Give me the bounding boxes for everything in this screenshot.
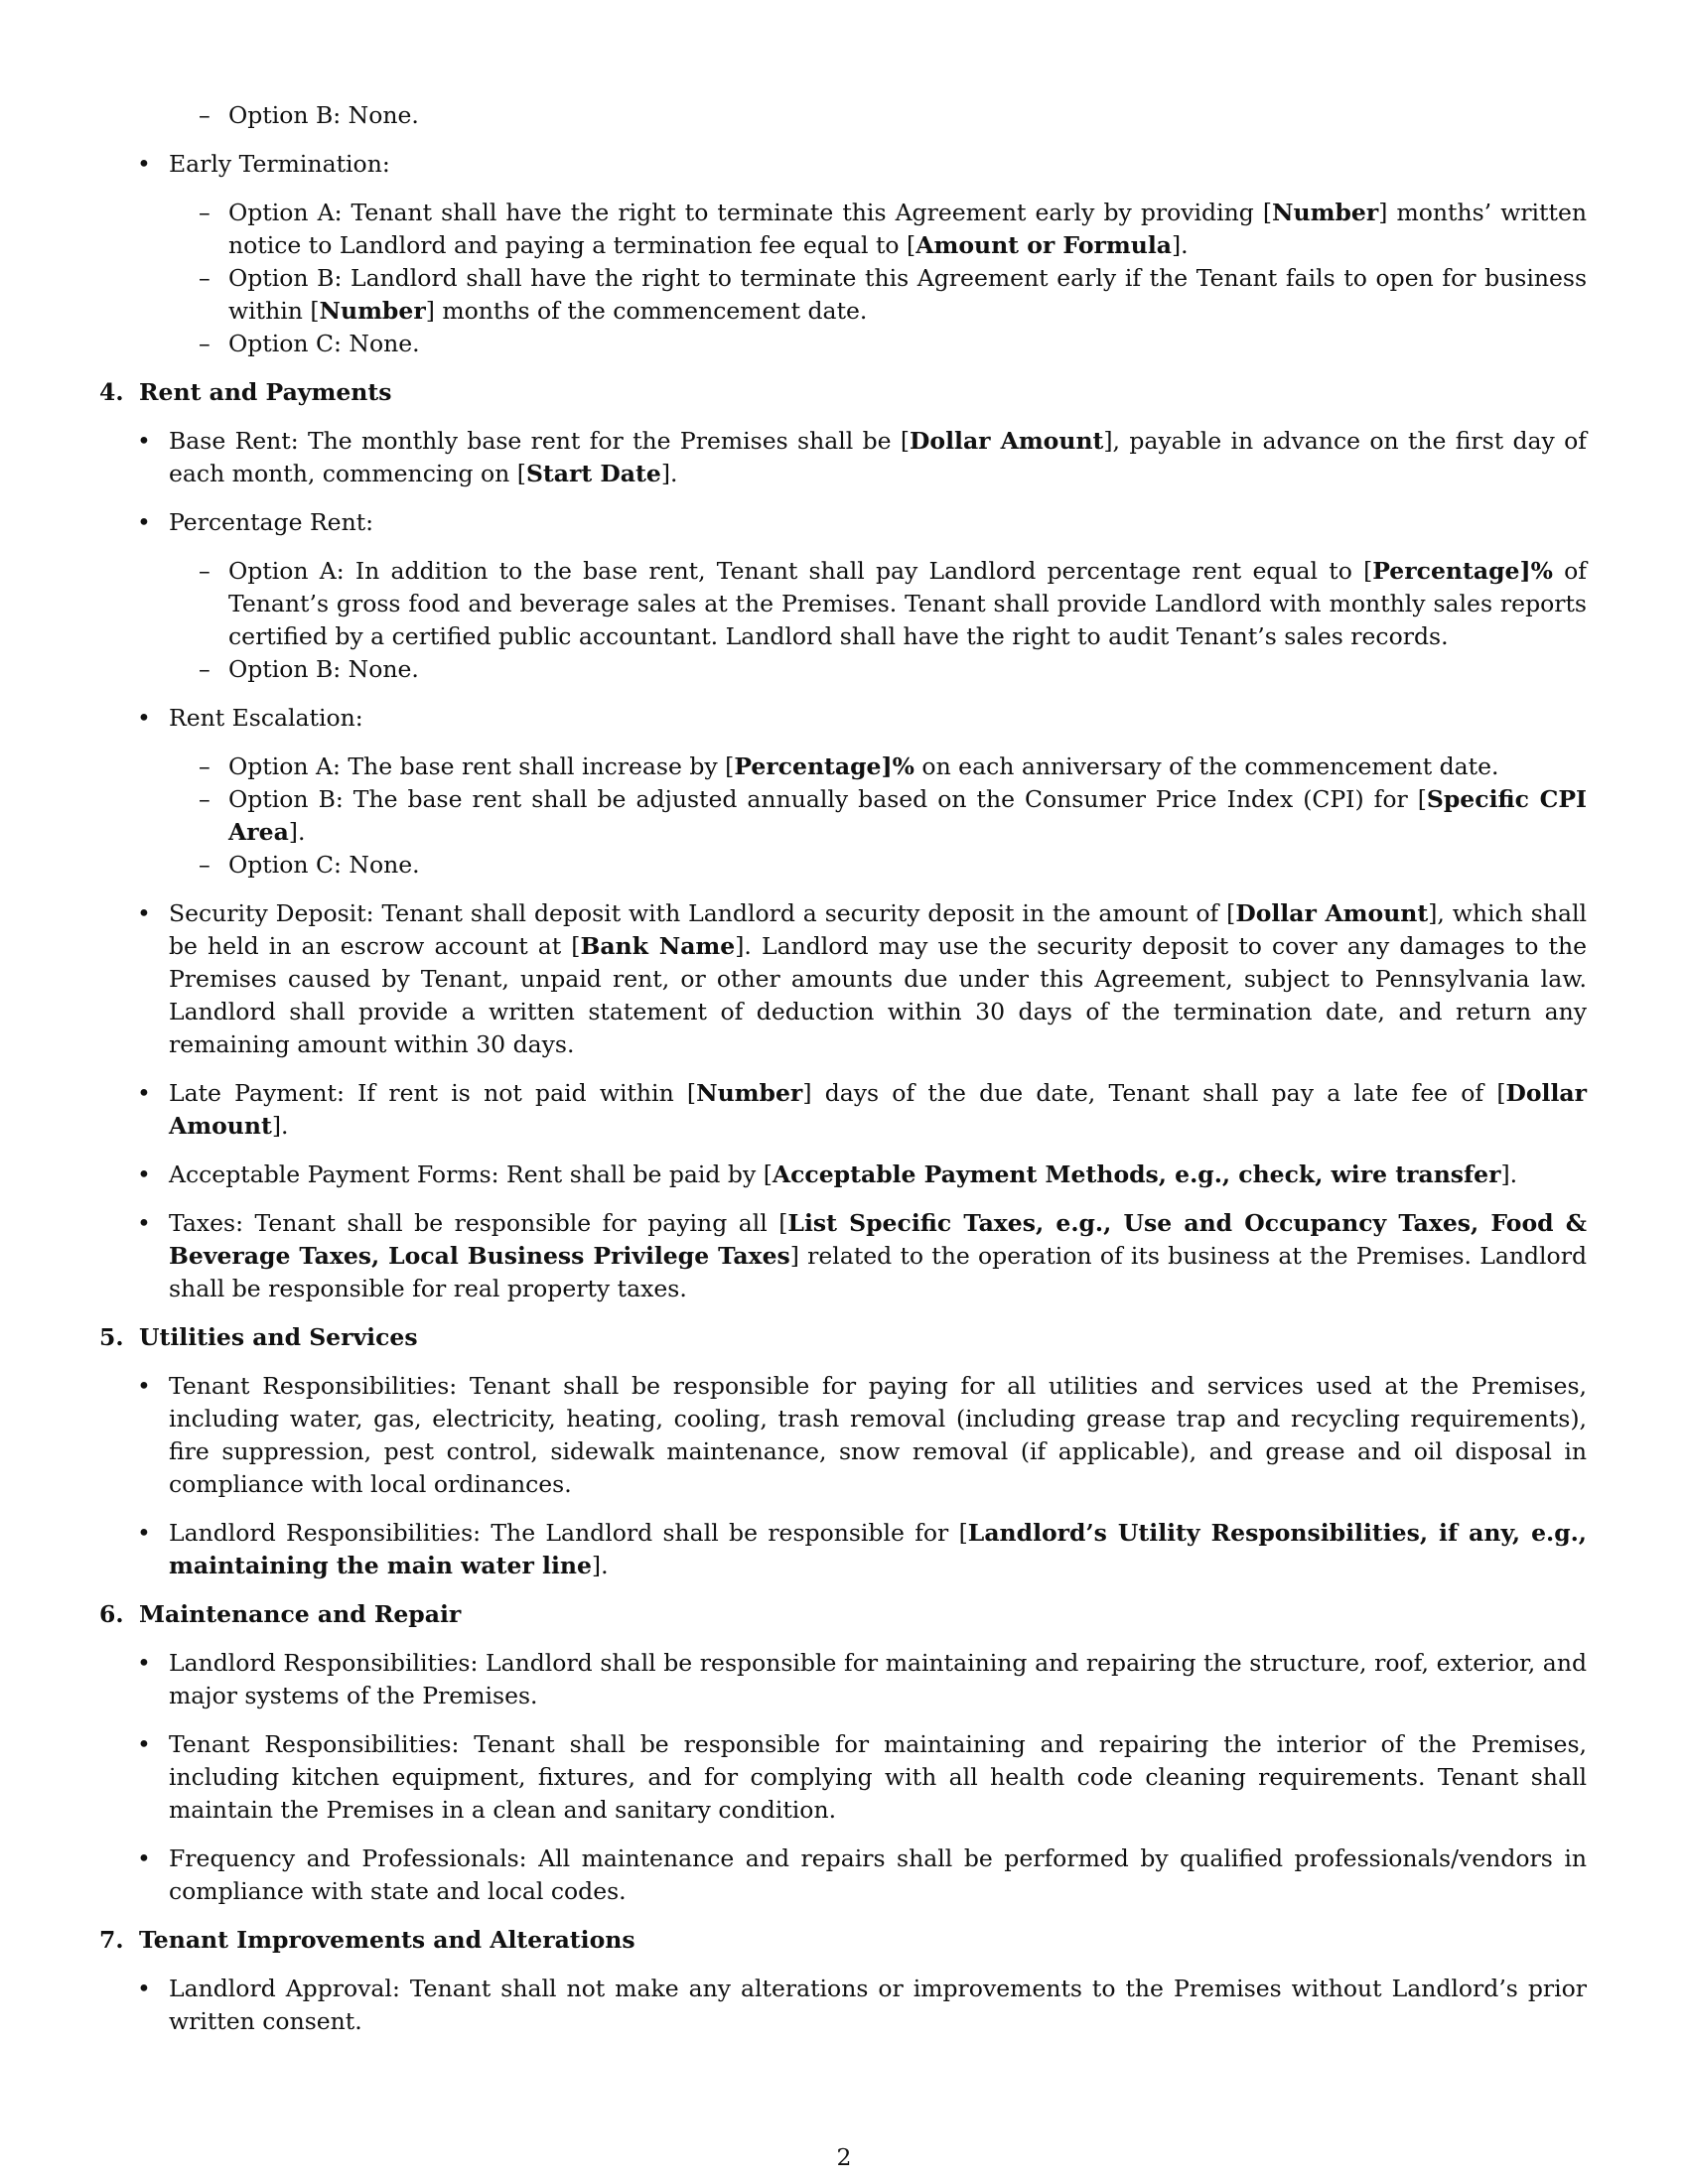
placeholder-field: Bank Name	[580, 932, 736, 960]
item-text: ] months’ written notice to Landlord and paying a termination fee equal to [	[228, 199, 1587, 259]
item-text: Option C: None.	[228, 330, 420, 357]
item-text: ]. Landlord may use the security deposit to cover any damages to the Premises caused by Tenant, unpaid rent, or other amounts due under this Agreement, subject to Pennsylvania law. Landlord shall provide a written statement of deduction within 30 days of the termination date, and return any remaining amount within 30 days.	[169, 932, 1587, 1058]
bullet-marker: •	[137, 427, 151, 455]
placeholder-field: Acceptable Payment Methods, e.g., check, wire transfer	[772, 1160, 1501, 1188]
placeholder-field: Percentage	[734, 752, 882, 780]
item-text: Option B: The base rent shall be adjusted annually based on the Consumer Price Index (CPI) for [	[228, 785, 1427, 813]
item-text: ] related to the operation of its business at the Premises. Landlord shall be responsible for real property taxes.	[169, 1242, 1587, 1302]
item-text: ].	[271, 1112, 289, 1140]
dash-marker: –	[199, 264, 211, 292]
item-text: Landlord Responsibilities: The Landlord shall be responsible for [	[169, 1519, 968, 1547]
item-text: ].	[1172, 231, 1189, 259]
list-item	[99, 99, 1587, 132]
item-text: Tenant Responsibilities: Tenant shall be responsible for maintaining and repairing the interior of the Premises, including kitchen equipment, fixtures, and for complying with all health code cleaning requirements. Tenant shall maintain the Premises in a clean and sanitary condition.	[169, 1730, 1587, 1824]
dash-marker: –	[199, 785, 211, 813]
bullet-marker: •	[137, 1844, 151, 1872]
item-text: Base Rent: The monthly base rent for the Premises shall be [	[169, 427, 911, 455]
item-text: Option C: None.	[228, 851, 420, 879]
item-text: Option B: None.	[228, 655, 419, 683]
item-text: ].	[1500, 1160, 1518, 1188]
placeholder-field: Dollar Amount	[169, 1079, 1587, 1140]
section-heading	[99, 376, 1587, 409]
placeholder-field: Number	[1272, 199, 1379, 226]
item-text: Landlord Responsibilities: Landlord shall be responsible for maintaining and repairing the structure, roof, exterior, and major systems of the Premises.	[169, 1649, 1587, 1709]
placeholder-field: Dollar Amount	[1235, 899, 1429, 927]
list-item	[99, 1973, 1587, 2038]
list-item	[99, 506, 1587, 539]
item-text: Option A: Tenant shall have the right to terminate this Agreement early by providing [	[228, 199, 1273, 226]
section-heading	[99, 1321, 1587, 1354]
dash-marker: –	[199, 851, 211, 879]
placeholder-field: Landlord’s Utility Responsibilities, if any, e.g., maintaining the main water line	[169, 1519, 1587, 1579]
item-text: ].	[660, 460, 678, 487]
dash-marker: –	[199, 101, 211, 129]
list-item	[99, 897, 1587, 1061]
list-item	[99, 1159, 1587, 1191]
list-item	[99, 751, 1587, 783]
bullet-marker: •	[137, 1079, 151, 1107]
item-text: Option A: In addition to the base rent, Tenant shall pay Landlord percentage rent equal to [	[228, 557, 1373, 585]
list-item	[99, 1370, 1587, 1501]
placeholder-field: Number	[319, 297, 426, 325]
item-text: Option B: None.	[228, 101, 419, 129]
list-item	[99, 849, 1587, 882]
list-item	[99, 197, 1587, 262]
item-text: Tenant Responsibilities: Tenant shall be responsible for paying for all utilities and services used at the Premises, including water, gas, electricity, heating, cooling, trash removal (including grease trap and recycling requirements), fire suppression, pest control, sidewalk maintenance, snow removal (if applicable), and grease and oil disposal in compliance with local ordinances.	[169, 1372, 1587, 1498]
bullet-marker: •	[137, 1730, 151, 1758]
section-title: Rent and Payments	[139, 378, 392, 406]
item-label: Rent Escalation:	[169, 704, 363, 732]
placeholder-field: List Specific Taxes, e.g., Use and Occupancy Taxes, Food & Beverage Taxes, Local Business Privilege Taxes	[169, 1209, 1587, 1270]
bullet-marker: •	[137, 1160, 151, 1188]
list-item	[99, 653, 1587, 686]
section-heading	[99, 1598, 1587, 1631]
list-item	[99, 425, 1587, 490]
item-text: ], which shall be held in an escrow account at [	[169, 899, 1587, 960]
placeholder-field: Percentage	[1372, 557, 1520, 585]
item-text: ], payable in advance on the first day of each month, commencing on [	[169, 427, 1587, 487]
item-text: Taxes: Tenant shall be responsible for paying all [	[169, 1209, 788, 1237]
list-item	[99, 555, 1587, 653]
section-title: Utilities and Services	[139, 1323, 418, 1351]
list-item	[99, 1647, 1587, 1712]
bullet-marker: •	[137, 508, 151, 536]
list-item	[99, 148, 1587, 181]
bullet-marker: •	[137, 150, 151, 178]
item-text: Acceptable Payment Forms: Rent shall be paid by [	[169, 1160, 773, 1188]
list-item	[99, 1207, 1587, 1305]
item-text: ].	[591, 1552, 609, 1579]
item-text: Option A: The base rent shall increase by [	[228, 752, 735, 780]
item-text: of Tenant’s gross food and beverage sales at the Premises. Tenant shall provide Landlord with monthly sales reports certified by a certified public accountant. Landlord shall have the right to audit Tenant’s sales records.	[228, 557, 1587, 650]
list-item	[99, 1077, 1587, 1143]
dash-marker: –	[199, 752, 211, 780]
dash-marker: –	[199, 557, 211, 585]
list-item	[99, 1728, 1587, 1827]
placeholder-suffix: ]%	[881, 752, 914, 780]
item-text: Frequency and Professionals: All maintenance and repairs shall be performed by qualified professionals/vendors in compliance with state and local codes.	[169, 1844, 1587, 1905]
item-text: ] months of the commencement date.	[425, 297, 868, 325]
item-text: ] days of the due date, Tenant shall pay a late fee of [	[802, 1079, 1506, 1107]
dash-marker: –	[199, 330, 211, 357]
list-item	[99, 1517, 1587, 1582]
list-item	[99, 783, 1587, 849]
bullet-marker: •	[137, 1519, 151, 1547]
item-text: Late Payment: If rent is not paid within [	[169, 1079, 697, 1107]
item-label: Early Termination:	[169, 150, 390, 178]
bullet-marker: •	[137, 704, 151, 732]
bullet-marker: •	[137, 899, 151, 927]
bullet-marker: •	[137, 1975, 151, 2002]
section-title: Maintenance and Repair	[139, 1600, 462, 1628]
list-item	[99, 702, 1587, 735]
item-text: Landlord Approval: Tenant shall not make any alterations or improvements to the Premises without Landlord’s prior written consent.	[169, 1975, 1587, 2035]
placeholder-field: Number	[696, 1079, 803, 1107]
item-text: Option B: Landlord shall have the right to terminate this Agreement early if the Tenant fails to open for business within [	[228, 264, 1587, 325]
item-text: ].	[288, 818, 306, 846]
document-body	[99, 99, 1587, 2038]
placeholder-field: Amount or Formula	[915, 231, 1172, 259]
section-number: 5.	[99, 1323, 124, 1351]
section-title: Tenant Improvements and Alterations	[139, 1926, 635, 1954]
section-number: 4.	[99, 378, 124, 406]
section-heading	[99, 1924, 1587, 1957]
placeholder-field: Dollar Amount	[910, 427, 1104, 455]
list-item	[99, 328, 1587, 360]
placeholder-suffix: ]%	[1519, 557, 1553, 585]
placeholder-field: Start Date	[525, 460, 661, 487]
item-text: Security Deposit: Tenant shall deposit with Landlord a security deposit in the amount of [	[169, 899, 1236, 927]
list-item	[99, 262, 1587, 328]
item-text: on each anniversary of the commencement date.	[914, 752, 1499, 780]
bullet-marker: •	[137, 1209, 151, 1237]
placeholder-field: Specific CPI Area	[228, 785, 1587, 846]
dash-marker: –	[199, 199, 211, 226]
list-item	[99, 1843, 1587, 1908]
bullet-marker: •	[137, 1649, 151, 1677]
dash-marker: –	[199, 655, 211, 683]
bullet-marker: •	[137, 1372, 151, 1400]
section-number: 7.	[99, 1926, 124, 1954]
section-number: 6.	[99, 1600, 124, 1628]
item-label: Percentage Rent:	[169, 508, 374, 536]
page-number: 2	[836, 2143, 852, 2171]
